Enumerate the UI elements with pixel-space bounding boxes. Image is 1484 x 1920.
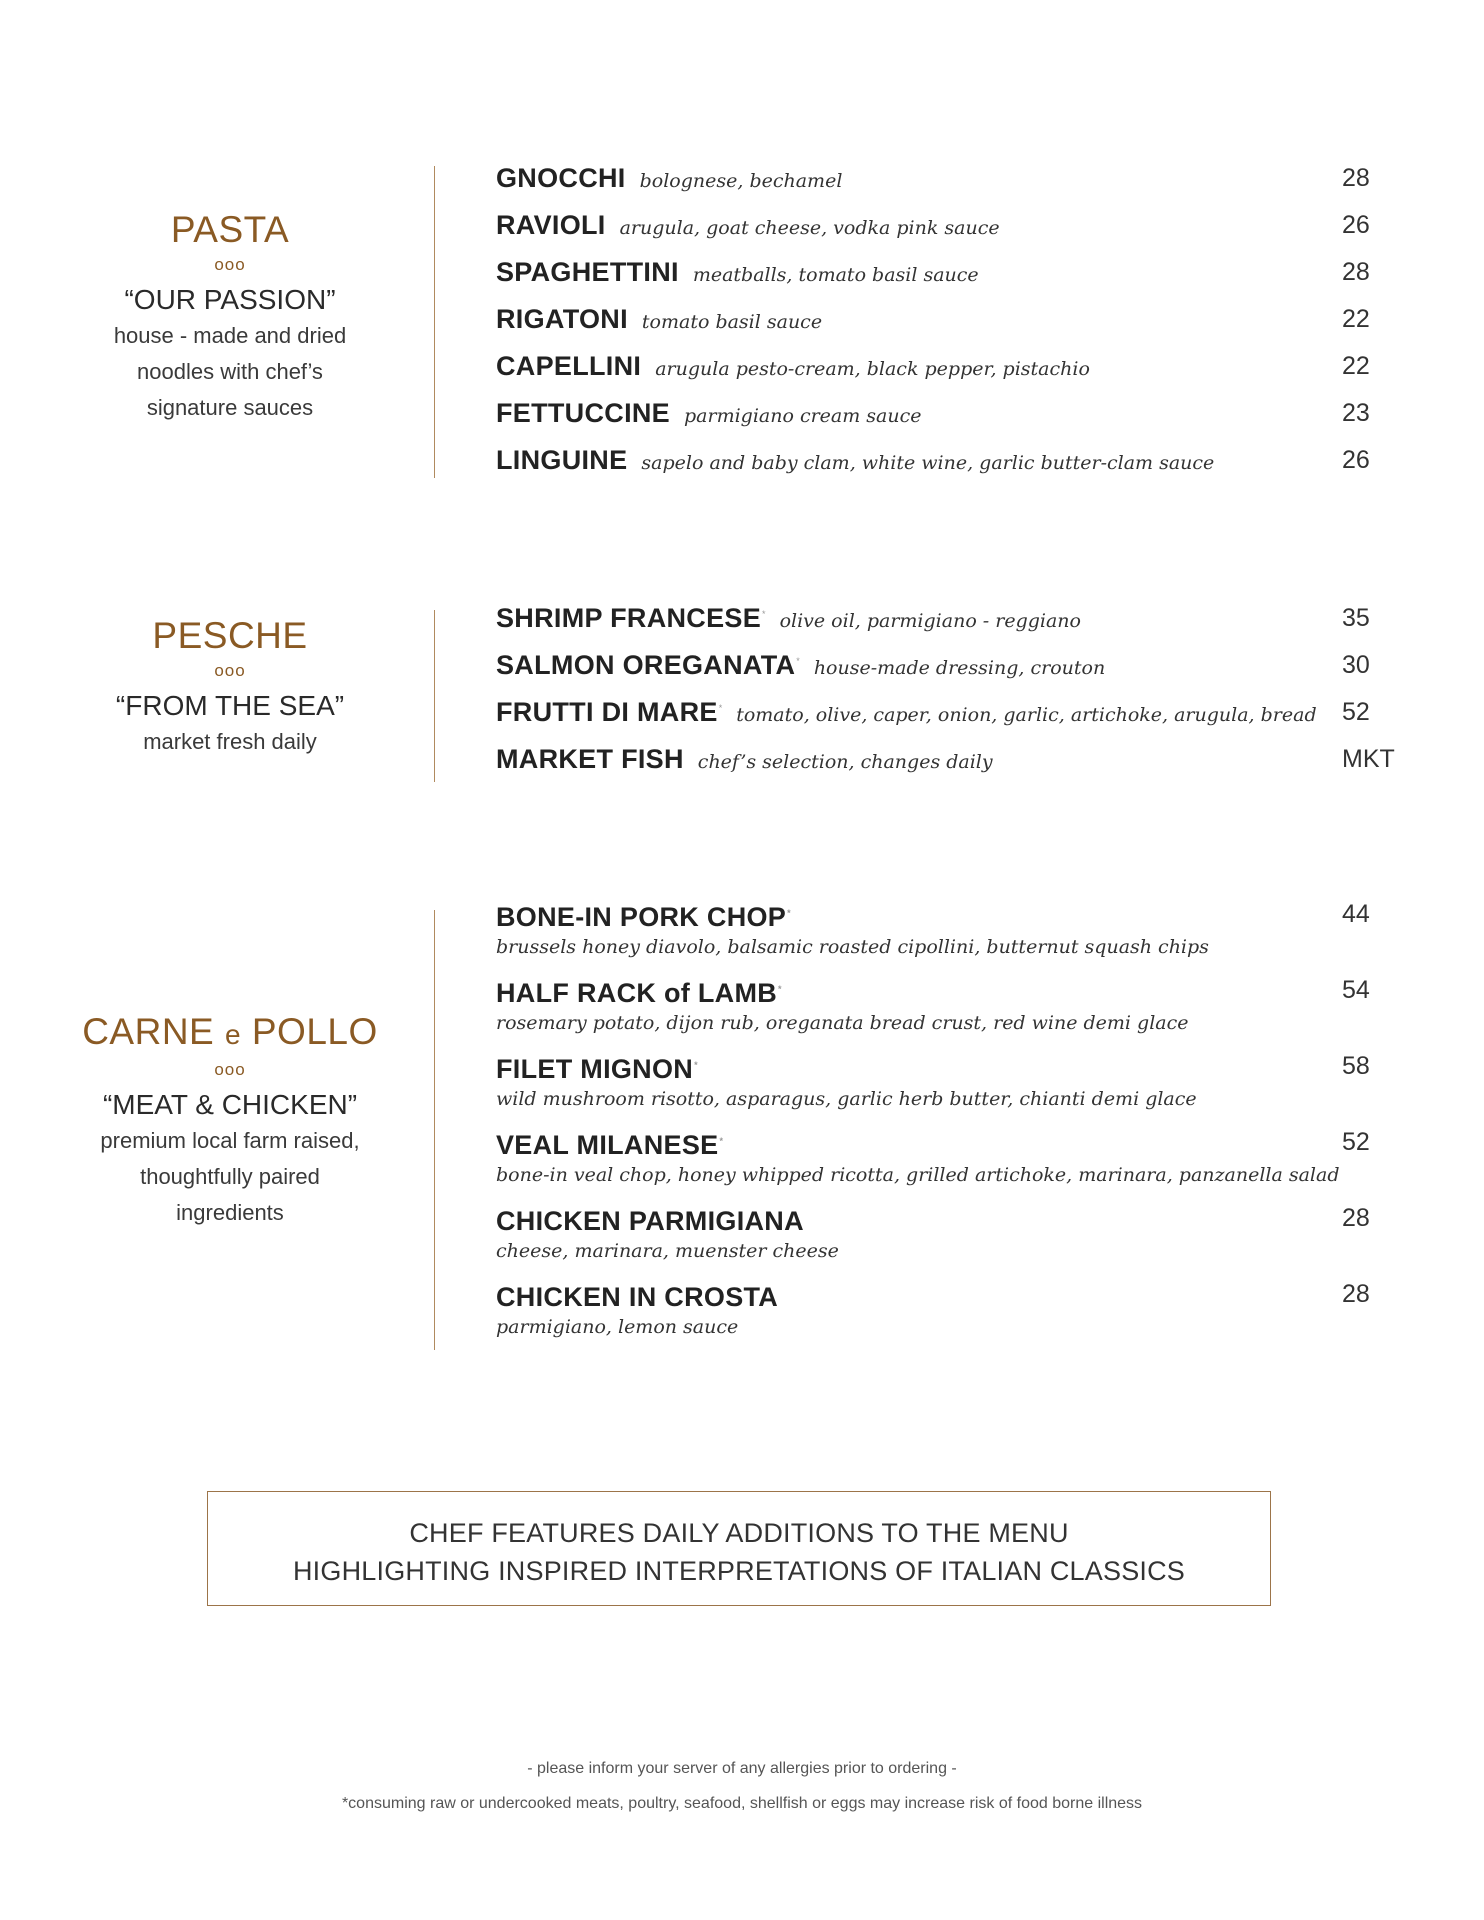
section-divider [434, 166, 435, 478]
menu-item [496, 1128, 1396, 1204]
item-name: GNOCCHI [496, 163, 626, 193]
item-name [496, 976, 1396, 1010]
item-price: 44 [1342, 900, 1370, 928]
section-divider [434, 610, 435, 782]
menu-item [496, 158, 1396, 205]
item-name-text: HALF RACK of LAMB [496, 978, 778, 1008]
item-price: 52 [1342, 1128, 1370, 1156]
pasta-header [70, 208, 390, 426]
menu-item [496, 440, 1396, 487]
allergy-notice: - please inform your server of any allergies prior to ordering - [527, 1760, 957, 1777]
item-desc: parmigiano, lemon sauce [496, 1316, 739, 1338]
item-desc: meatballs, tomato basil sauce [692, 264, 979, 286]
item-name: SPAGHETTINI [496, 257, 679, 287]
item-price: 35 [1342, 604, 1370, 632]
note-line-1: CHEF FEATURES DAILY ADDITIONS TO THE MENU [409, 1518, 1069, 1548]
menu-item [496, 739, 1396, 786]
section-quote: “MEAT & CHICKEN” [102, 1089, 358, 1120]
dots-ornament: ooo [214, 661, 246, 680]
item-price: 52 [1342, 698, 1370, 726]
raw-asterisk: * [718, 703, 723, 713]
item-desc: tomato basil sauce [641, 311, 823, 333]
item-name: RIGATONI [496, 304, 628, 334]
item-price: MKT [1342, 745, 1395, 773]
section-desc-line: ingredients [176, 1200, 284, 1225]
item-name: FRUTTI DI MARE [496, 697, 718, 727]
menu-item [496, 393, 1396, 440]
item-desc: bone-in veal chop, honey whipped ricotta, grilled artichoke, marinara, panzanella salad [496, 1164, 1340, 1186]
item-name [496, 1128, 1396, 1162]
item-price: 26 [1342, 446, 1370, 474]
item-price: 26 [1342, 211, 1370, 239]
item-desc: arugula pesto-cream, black pepper, pistachio [655, 358, 1090, 380]
menu-item [496, 900, 1396, 976]
pesche-items [496, 598, 1396, 786]
menu-item [496, 205, 1396, 252]
item-desc: cheese, marinara, muenster cheese [496, 1240, 839, 1262]
item-price: 28 [1342, 1280, 1370, 1308]
menu-item [496, 598, 1396, 645]
menu-item [496, 976, 1396, 1052]
item-price: 22 [1342, 352, 1370, 380]
item-name: SHRIMP FRANCESE [496, 603, 762, 633]
section-desc-line: signature sauces [146, 395, 314, 420]
pasta-items [496, 158, 1396, 487]
item-desc: chef’s selection, changes daily [697, 751, 993, 773]
item-desc: tomato, olive, caper, onion, garlic, artichoke, arugula, bread [736, 704, 1317, 726]
item-name: LINGUINE [496, 445, 628, 475]
menu-item [496, 1052, 1396, 1128]
item-price: 23 [1342, 399, 1370, 427]
item-desc: olive oil, parmigiano - reggiano [779, 610, 1081, 632]
item-name: CHICKEN IN CROSTA [496, 1282, 779, 1312]
item-price: 28 [1342, 258, 1370, 286]
section-desc-line: market fresh daily [143, 729, 317, 754]
item-name: CAPELLINI [496, 351, 642, 381]
item-name: MARKET FISH [496, 744, 684, 774]
raw-asterisk: * [694, 1060, 698, 1070]
item-price: 54 [1342, 976, 1370, 1004]
menu-item [496, 299, 1396, 346]
carne-items [496, 900, 1396, 1356]
item-desc: arugula, goat cheese, vodka pink sauce [619, 217, 1000, 239]
item-desc: house-made dressing, crouton [813, 657, 1106, 679]
note-line-2: HIGHLIGHTING INSPIRED INTERPRETATIONS OF ITALIAN CLASSICS [292, 1556, 1186, 1586]
item-name-text: FILET MIGNON [496, 1054, 694, 1084]
item-name [496, 900, 1396, 934]
section-desc-line: house - made and dried [113, 323, 347, 348]
item-price: 58 [1342, 1052, 1370, 1080]
item-desc: brussels honey diavolo, balsamic roasted cipollini, butternut squash chips [496, 936, 1209, 958]
raw-asterisk: * [719, 1136, 724, 1146]
item-desc: parmigiano cream sauce [684, 405, 922, 427]
carne-header [70, 1010, 390, 1231]
raw-asterisk: * [796, 656, 800, 666]
section-title: PESCHE [152, 615, 308, 656]
item-price: 28 [1342, 164, 1370, 192]
item-name: CHICKEN PARMIGIANA [496, 1206, 804, 1236]
item-name: RAVIOLI [496, 210, 606, 240]
item-name [496, 1052, 1396, 1086]
item-desc: sapelo and baby clam, white wine, garlic butter-clam sauce [641, 452, 1215, 474]
item-price: 30 [1342, 651, 1370, 679]
section-quote: “OUR PASSION” [124, 284, 336, 315]
section-title: PASTA [170, 209, 290, 250]
raw-asterisk: * [778, 984, 782, 994]
raw-asterisk: * [787, 908, 791, 918]
dots-ornament: ooo [214, 255, 246, 274]
section-title [70, 1010, 390, 1057]
pesche-header [70, 614, 390, 760]
raw-asterisk: * [762, 609, 766, 619]
section-quote: “FROM THE SEA” [115, 690, 345, 721]
section-desc-line: noodles with chef’s [137, 359, 323, 384]
title-pollo: POLLO [251, 1011, 378, 1052]
item-name: FETTUCCINE [496, 398, 670, 428]
section-divider [434, 910, 435, 1350]
menu-item [496, 692, 1396, 739]
dots-ornament: ooo [214, 1060, 246, 1079]
section-desc-line: premium local farm raised, [100, 1128, 360, 1153]
menu-item [496, 645, 1396, 692]
item-price: 22 [1342, 305, 1370, 333]
menu-item [496, 1280, 1396, 1356]
item-desc: wild mushroom risotto, asparagus, garlic herb butter, chianti demi glace [496, 1088, 1197, 1110]
raw-food-warning: *consuming raw or undercooked meats, poultry, seafood, shellfish or eggs may increase risk of food borne illness [341, 1795, 1143, 1812]
menu-item [496, 1204, 1396, 1280]
item-name-text: VEAL MILANESE [496, 1130, 719, 1160]
title-e: e [225, 1019, 242, 1050]
section-desc-line: thoughtfully paired [140, 1164, 320, 1189]
item-price: 28 [1342, 1204, 1370, 1232]
item-desc: rosemary potato, dijon rub, oreganata bread crust, red wine demi glace [496, 1012, 1189, 1034]
chef-features-box [207, 1491, 1271, 1606]
item-name: SALMON OREGANATA [496, 650, 796, 680]
menu-item [496, 346, 1396, 393]
item-name-text: BONE-IN PORK CHOP [496, 902, 787, 932]
title-carne: CARNE [82, 1011, 215, 1052]
item-desc: bolognese, bechamel [639, 170, 843, 192]
menu-item [496, 252, 1396, 299]
